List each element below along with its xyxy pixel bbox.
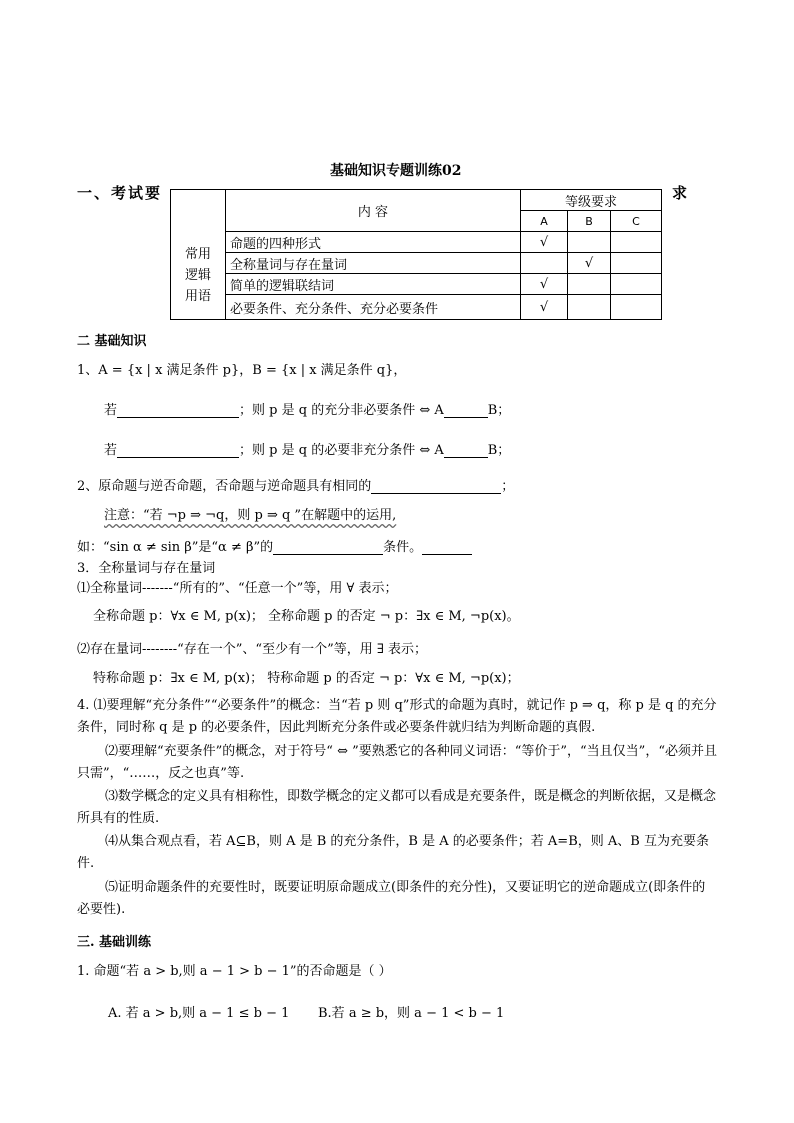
table-cell-a: √ — [521, 274, 568, 295]
item3-p2-formula: 特称命题 p：∃x ∈ M, p(x)； 特称命题 p 的否定 ¬ p：∀x ∈ M, ¬p(x)； — [93, 671, 520, 686]
item2-note: 注意：“若 ¬p ⇒ ¬q，则 p ⇒ q ”在解题中的运用, — [104, 508, 397, 523]
table-cell-b: √ — [568, 253, 611, 274]
answer-blank[interactable] — [422, 540, 472, 555]
item1-line: 1、A = {x | x 满足条件 p}，B = {x | x 满足条件 q}， — [77, 363, 407, 378]
table-corner — [171, 190, 226, 232]
sub1-body: ；则 p 是 q 的充分非必要条件 ⇔ A — [239, 403, 444, 418]
answer-blank[interactable] — [444, 443, 488, 458]
example-end: 条件。 — [383, 540, 423, 555]
answer-blank[interactable] — [117, 403, 239, 418]
table-row-label: 全称量词与存在量词 — [226, 253, 521, 274]
answer-blank[interactable] — [444, 403, 488, 418]
item3-p1-formula: 全称命题 p：∀x ∈ M, p(x)； 全称命题 p 的否定 ¬ p：∃x ∈ M, ¬p(x)。 — [93, 609, 520, 624]
item4-p3: ⑶数学概念的定义具有相称性，即数学概念的定义都可以看成是充要条件，既是概念的判断依据，又是概念所具有的性质. — [77, 789, 717, 826]
content-header: 内 容 — [226, 190, 521, 232]
section1-heading: 一、考试要 — [77, 184, 163, 202]
item3-heading: 3．全称量词与存在量词 — [77, 561, 216, 576]
table-cell-b — [568, 274, 611, 295]
sub2-body: ；则 p 是 q 的必要非充分条件 ⇔ A — [239, 443, 444, 458]
category-cell — [171, 232, 226, 320]
item4-p2: ⑵要理解“充要条件”的概念，对于符号“ ⇔ ”要熟悉它的各种同义词语：“等价于”，“当且仅当”，“必须并且只需”，“……，反之也真”等. — [77, 744, 717, 781]
table-cell-c — [611, 253, 662, 274]
category-line: 用语 — [184, 288, 211, 304]
q1-option-a[interactable]: A. 若 a > b,则 a − 1 ≤ b − 1 — [108, 1006, 290, 1021]
item3-p1: ⑴全称量词-------“所有的”、“任意一个”等，用 ∀ 表示； — [77, 581, 398, 596]
item2-end: ； — [501, 479, 515, 494]
table-cell-b — [568, 295, 611, 320]
sub2-end: B； — [487, 443, 511, 458]
grade-col-a: A — [521, 211, 568, 232]
item2-text: 2、原命题与逆否命题，否命题与逆命题具有相同的 — [77, 479, 372, 494]
sub2-prefix: 若 — [104, 443, 118, 458]
grade-col-b: B — [568, 211, 611, 232]
table-cell-c — [611, 232, 662, 253]
requirements-table — [170, 189, 662, 320]
item1-sub2 — [104, 439, 510, 458]
item1-sub1 — [104, 399, 510, 418]
answer-blank[interactable] — [371, 479, 501, 494]
item2-example — [77, 536, 472, 555]
table-cell-a — [521, 253, 568, 274]
table-cell-a: √ — [521, 295, 568, 320]
example-text: 如：“sin α ≠ sin β”是“α ≠ β”的 — [77, 540, 274, 555]
table-row-label: 简单的逻辑联结词 — [226, 274, 521, 295]
table-row-label: 必要条件、充分条件、充分必要条件 — [226, 295, 521, 320]
item2-line — [77, 475, 514, 494]
table-cell-b — [568, 232, 611, 253]
answer-blank[interactable] — [117, 443, 239, 458]
table-cell-c — [611, 274, 662, 295]
grade-col-c: C — [611, 211, 662, 232]
item4-p5: ⑸证明命题条件的充要性时，既要证明原命题成立(即条件的充分性)，又要证明它的逆命题成立(即条件的必要性). — [77, 880, 706, 917]
table-cell-c — [611, 295, 662, 320]
item4-p4: ⑷从集合观点看，若 A⊆B，则 A 是 B 的充分条件，B 是 A 的必要条件；若 A=B，则 A、B 互为充要条件. — [77, 834, 709, 871]
category-line: 常用 — [184, 246, 211, 262]
category-line: 逻辑 — [184, 267, 211, 283]
sub1-prefix: 若 — [104, 403, 118, 418]
section1-heading-tail: 求 — [672, 184, 688, 202]
q1-option-b[interactable]: B.若 a ≥ b，则 a − 1 < b − 1 — [318, 1006, 505, 1021]
table-cell-a: √ — [521, 232, 568, 253]
grade-header: 等级要求 — [521, 190, 662, 211]
section3-heading: 三. 基础训练 — [77, 935, 152, 950]
q1-stem: 1. 命题“若 a > b,则 a − 1 > b − 1”的否命题是（ ） — [77, 964, 392, 979]
answer-blank[interactable] — [273, 540, 383, 555]
table-row-label: 命题的四种形式 — [226, 232, 521, 253]
item3-p2: ⑵存在量词--------“存在一个”、“至少有一个”等，用 ∃ 表示； — [77, 642, 428, 657]
item4-p1: 4. ⑴要理解“充分条件”“必要条件”的概念：当“若 p 则 q”形式的命题为真时，就记作 p ⇒ q，称 p 是 q 的充分条件，同时称 q 是 p 的必要条件，因此判断充分条件或必要条件就归结为判断命题的真假. — [77, 698, 717, 735]
page-title: 基础知识专题训练02 — [330, 163, 462, 179]
sub1-end: B； — [487, 403, 511, 418]
section2-heading: 二 基础知识 — [77, 334, 147, 349]
